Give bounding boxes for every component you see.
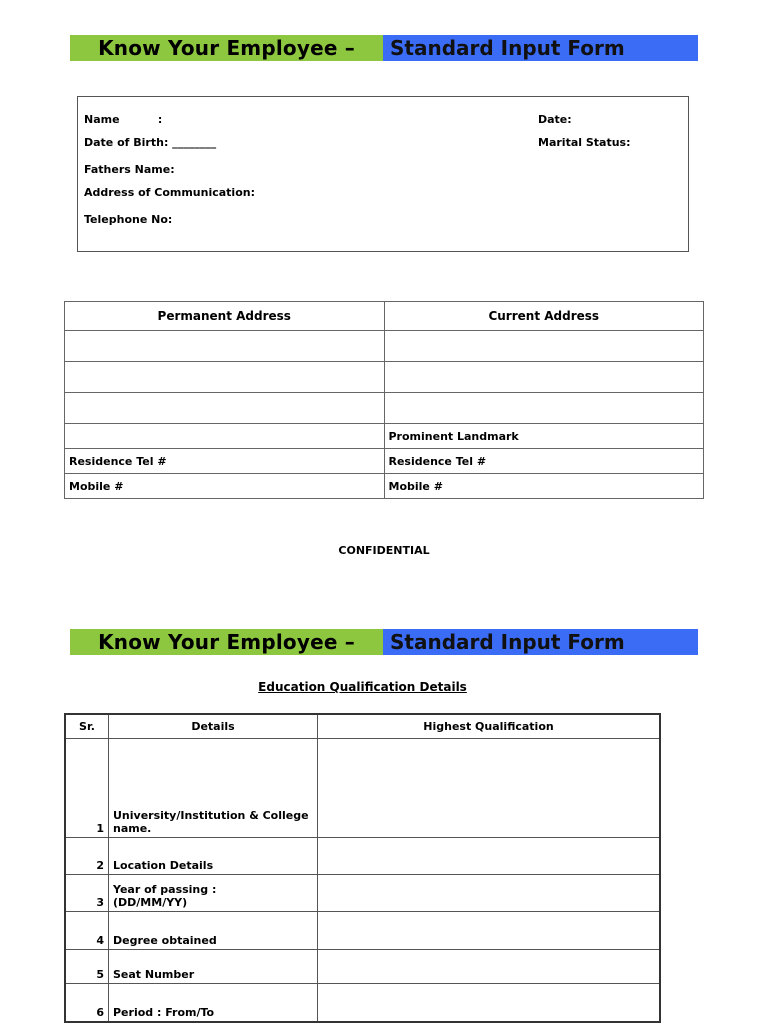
- qualification-cell[interactable]: [318, 950, 661, 984]
- permanent-address-line[interactable]: [65, 393, 385, 424]
- current-mobile-label: Mobile #: [384, 474, 704, 499]
- permanent-address-line[interactable]: [65, 424, 385, 449]
- date-label: Date:: [538, 113, 572, 126]
- qualification-cell[interactable]: [318, 838, 661, 875]
- row-detail: Year of passing : (DD/MM/YY): [109, 875, 318, 912]
- qualification-cell[interactable]: [318, 984, 661, 1022]
- prominent-landmark-label: Prominent Landmark: [384, 424, 704, 449]
- address-label: Address of Communication:: [84, 186, 255, 199]
- form-banner: [70, 629, 698, 655]
- address-table: [64, 301, 704, 499]
- personal-info-box: [77, 96, 689, 252]
- details-header: Details: [109, 714, 318, 739]
- row-number: 1: [65, 739, 109, 838]
- banner-title-left: Know Your Employee –: [70, 629, 383, 655]
- row-number: 3: [65, 875, 109, 912]
- row-number: 6: [65, 984, 109, 1022]
- current-address-line[interactable]: [384, 331, 704, 362]
- banner-title-left: Know Your Employee –: [70, 35, 383, 61]
- row-detail: Period : From/To: [109, 984, 318, 1022]
- highest-qualification-header: Highest Qualification: [318, 714, 661, 739]
- current-address-header: Current Address: [384, 302, 704, 331]
- table-row: [65, 875, 660, 912]
- confidential-footer: CONFIDENTIAL: [338, 544, 430, 557]
- permanent-address-header: Permanent Address: [65, 302, 385, 331]
- form-banner: [70, 35, 698, 61]
- education-table: [64, 713, 661, 1023]
- banner-title-right: Standard Input Form: [383, 629, 698, 655]
- name-label: Name :: [84, 113, 163, 126]
- table-row: [65, 950, 660, 984]
- fathers-name-label: Fathers Name:: [84, 163, 175, 176]
- qualification-cell[interactable]: [318, 912, 661, 950]
- permanent-address-line[interactable]: [65, 362, 385, 393]
- row-number: 2: [65, 838, 109, 875]
- sr-header: Sr.: [65, 714, 109, 739]
- telephone-label: Telephone No:: [84, 213, 173, 226]
- dob-label: Date of Birth: ________: [84, 136, 217, 149]
- permanent-address-line[interactable]: [65, 331, 385, 362]
- qualification-cell[interactable]: [318, 739, 661, 838]
- banner-title-right: Standard Input Form: [383, 35, 698, 61]
- current-address-line[interactable]: [384, 362, 704, 393]
- table-row: [65, 912, 660, 950]
- permanent-mobile-label: Mobile #: [65, 474, 385, 499]
- current-address-line[interactable]: [384, 393, 704, 424]
- permanent-residence-tel-label: Residence Tel #: [65, 449, 385, 474]
- row-detail: Degree obtained: [109, 912, 318, 950]
- table-row: [65, 739, 660, 838]
- marital-status-label: Marital Status:: [538, 136, 631, 149]
- row-number: 5: [65, 950, 109, 984]
- current-residence-tel-label: Residence Tel #: [384, 449, 704, 474]
- row-detail: Seat Number: [109, 950, 318, 984]
- qualification-cell[interactable]: [318, 875, 661, 912]
- education-section-title: Education Qualification Details: [258, 680, 467, 694]
- table-row: [65, 838, 660, 875]
- table-row: [65, 984, 660, 1022]
- row-detail: University/Institution & College name.: [109, 739, 318, 838]
- row-number: 4: [65, 912, 109, 950]
- row-detail: Location Details: [109, 838, 318, 875]
